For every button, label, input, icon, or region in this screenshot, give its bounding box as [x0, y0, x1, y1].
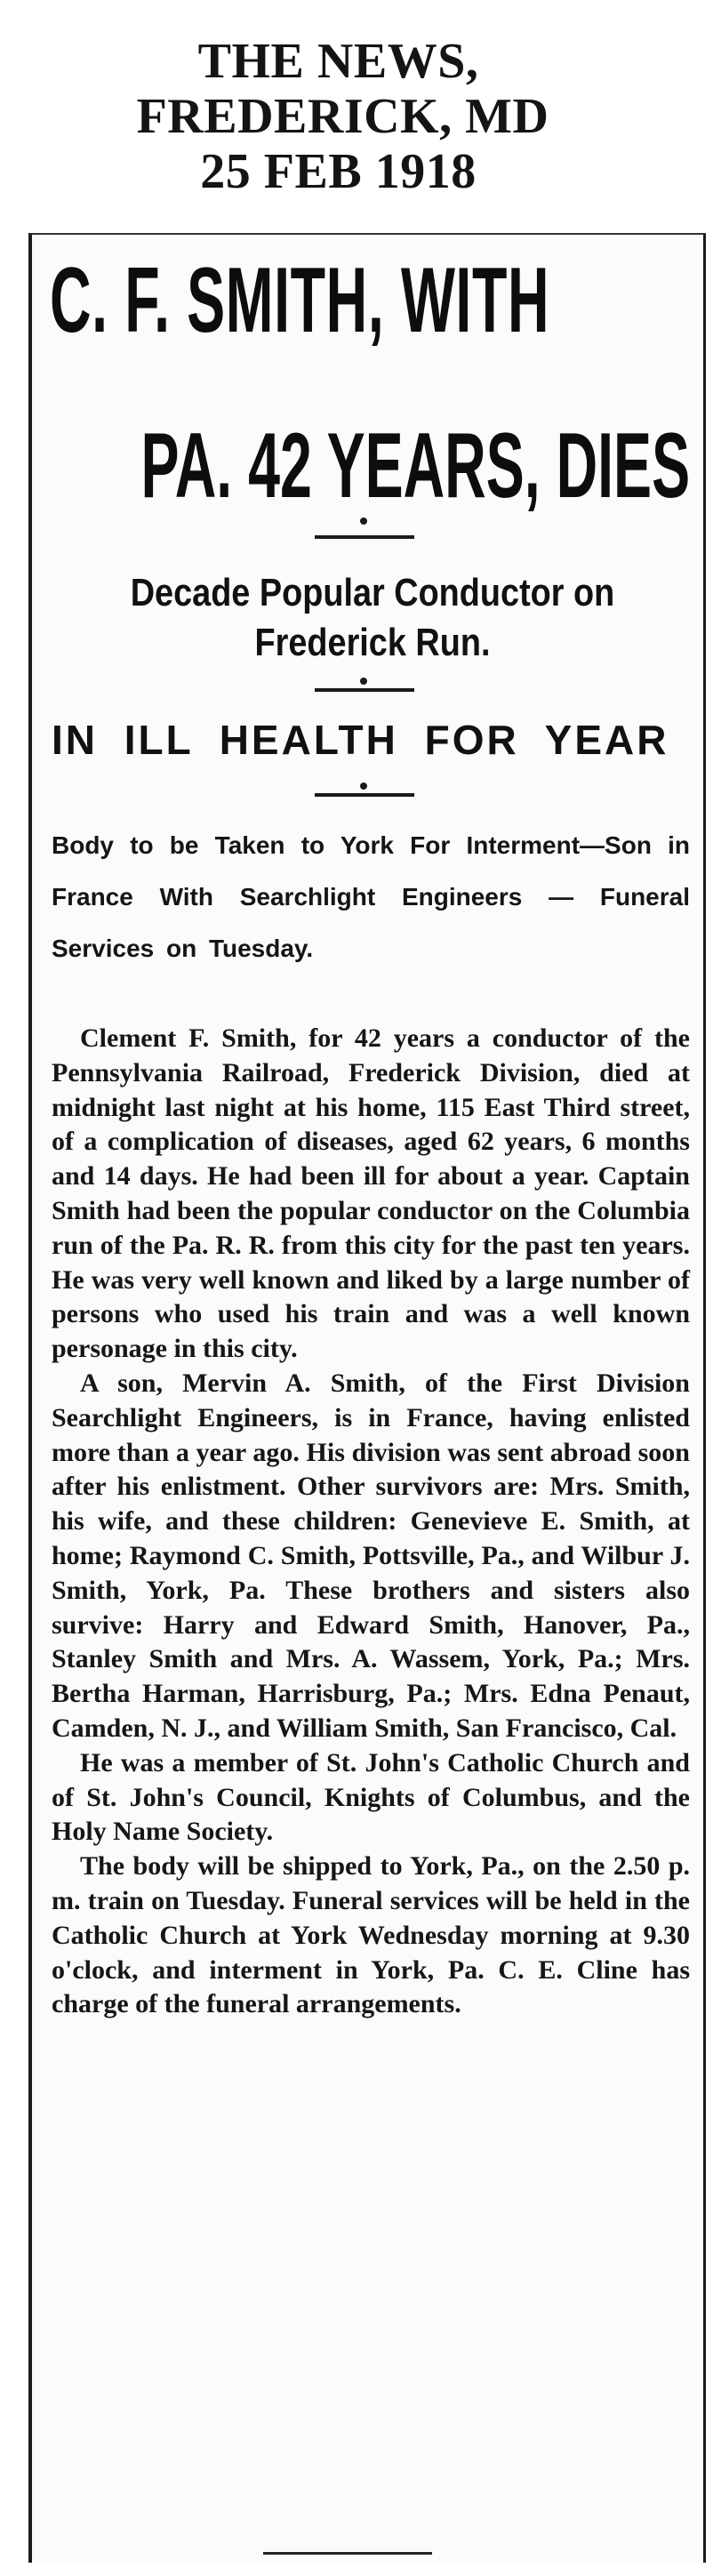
footer-rule: [263, 2552, 432, 2555]
deck-rule-1: [315, 688, 414, 692]
headline-line-2: PA. 42 YEARS, DIES: [140, 414, 690, 518]
deck-interment: Body to be Taken to York For Interment—Son in France With Searchlight Engineers — Funeral Services on Tuesday.: [52, 831, 690, 962]
paragraph-obituary: Clement F. Smith, for 42 years a conductor of the Pennsylvania Railroad, Frederick Division, died at midnight last night at his home, 115 East Third street, of a complication of diseases, aged 62 years, 6 months and 14 days. He had been ill for about a year. Captain Smith had been the popular conductor on the Columbia run of the Pa. R. R. from this city for the past ten years. He was very well known and liked by a large number of persons who used his train and was a well known personage in this city.: [52, 1023, 690, 1364]
deck-ill-health: IN ILL HEALTH FOR YEAR: [52, 717, 669, 763]
deck-rule-dot-1: [360, 678, 367, 685]
paragraph-survivors: A son, Mervin A. Smith, of the First Division Searchlight Engineers, is in France, having enlisted more than a year ago. His division was sent abroad soon after his enlistment. Other survivors are: Mrs. Smith, his wife, and these children: Genevieve E. Smith, at home; Raymond C. Smith, Pottsville, Pa., and Wilbur J. Smith, York, Pa. These brothers and sisters also survive: Harry and Edward Smith, Hanover, Pa., Stanley Smith and Mrs. A. Wassem, York, Pa.; Mrs. Bertha Harman, Harrisburg, Pa.; Mrs. Edna Penaut, Camden, N. J., and William Smith, San Francisco, Cal.: [52, 1368, 690, 1743]
masthead: [0, 34, 721, 199]
article-body: [52, 1022, 690, 2022]
masthead-city: FREDERICK, MD: [136, 89, 549, 144]
deck-rule-2: [315, 793, 414, 797]
headline-rule: [315, 535, 414, 539]
paragraph-memberships: He was a member of St. John's Catholic Church and of St. John's Council, Knights of Columbus, and the Holy Name Society.: [52, 1747, 690, 1847]
deck-conductor: Decade Popular Conductor on Frederick Run.: [130, 571, 615, 664]
masthead-date: 25 FEB 1918: [200, 144, 477, 199]
headline-rule-dot: [360, 518, 367, 525]
headline: [50, 249, 690, 518]
paragraph-funeral: The body will be shipped to York, Pa., on the 2.50 p. m. train on Tuesday. Funeral services will be held in the Catholic Church at York Wednesday morning at 9.30 o'clock, and interment in York, Pa. C. E. Cline has charge of the funeral arrangements.: [52, 1851, 690, 2019]
masthead-paper-name: THE NEWS,: [197, 34, 479, 89]
deck-rule-dot-2: [360, 782, 367, 790]
headline-line-1: C. F. SMITH, WITH: [50, 249, 550, 352]
newspaper-clipping: [28, 233, 706, 2563]
